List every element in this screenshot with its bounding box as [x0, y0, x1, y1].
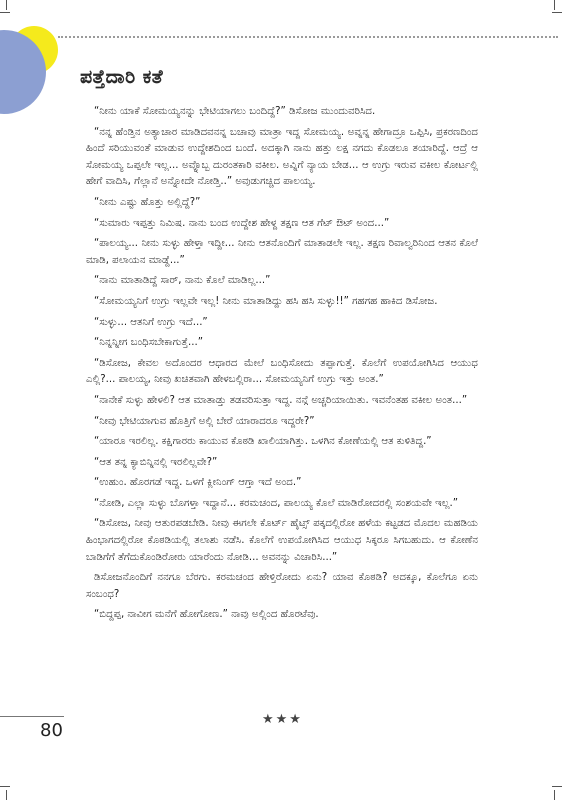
crop-mark: [6, 790, 7, 800]
paragraph: “ಉಹುಂ. ಹೊರಗಡೆ ಇದ್ದ. ಒಳಗೆ ಕ್ಲೀನಿಂಗ್ ಆಗ್ತಾ ಇದೆ ಅಂದ.”: [94, 477, 302, 489]
paragraph: “ನಿನ್ನನ್ನೀಗ ಬಂಧಿಸಬೇಕಾಗುತ್ತೆ...”: [94, 337, 204, 349]
paragraph: “ನೀವು ಭೇಟಿಯಾಗುವ ಹೊತ್ತಿಗೆ ಅಲ್ಲಿ ಬೇರೆ ಯಾರಾದರೂ ಇದ್ದರೇ?”: [94, 415, 315, 427]
paragraph: “ನೀನು ಎಷ್ಟು ಹೊತ್ತು ಅಲ್ಲಿದ್ದೆ?”: [94, 196, 201, 208]
crop-mark: [6, 0, 7, 10]
paragraph: “ನನ್ನ ಹೆಂಡ್ತಿನ ಅತ್ಯಾಚಾರ ಮಾಡಿದವನನ್ನ ಬಚಾವು ಮಾತ್ರಾ ಇದ್ದ ಸೋಮಯ್ಯ. ಅವ್ನನ್ನ ಹೇಗಾದ್ರೂ ಒಪ್ಪಿಸಿ, ಪ್ರಕರಣದಿಂದ ಹಿಂದೆ ಸರಿಯುವಂತೆ ಮಾಡುವ ಉದ್ದೇಶದಿಂದ ಬಂದೆ. ಅದಕ್ಕಾಗಿ ನಾನು ಹತ್ತು ಲಕ್ಷ ನಗದು ಕೊಡಲೂ ತಯಾರಿದ್ದೆ. ಆದ್ರೆ ಆ ಸೋಮಯ್ಯ ಒಪ್ಪಲೇ ಇಲ್ಲ... ಅವ್ನೊಬ್ಬ ದುರಂತಕಾರಿ ವಕೀಲ. ಅವ್ನಿಗೆ ನ್ಯಾಯ ಬೇಡ... ಆ ಉಗ್ರು ಇರುವ ವಕೀಲ ಕೋರ್ಟಲ್ಲಿ ಹೇಗೆ ವಾದಿಸಿ, ಗೆಲ್ಲಾನೆ ಅನ್ನೋದೇ ನೋಡ್ತಿ..” ಅವುಡುಗಚ್ಚಿದ ಪಾಲಯ್ಯ.: [86, 126, 478, 188]
paragraph: “ಬಿದ್ದಪ್ಪ, ನಾವೀಗ ಮನೆಗೆ ಹೋಗೋಣ.” ನಾವು ಅಲ್ಲಿಂದ ಹೊರಟೆವು.: [94, 609, 319, 621]
paragraph: “ನಾನು ಮಾತಾಡಿದ್ದೆ ಸಾರ್, ನಾನು ಕೊಲೆ ಮಾಡಿಲ್ಲ...”: [94, 275, 271, 287]
footer-rule: [0, 716, 64, 717]
paragraph: “ಸೋಮಯ್ಯನಿಗೆ ಉಗ್ರು ಇಲ್ಲವೇ ಇಲ್ಲ! ನೀನು ಮಾತಾಡಿದ್ದು ಹಸಿ ಹಸಿ ಸುಳ್ಳು!!” ಗಹಗಹ ಹಾಕಿದ ಡಿಸೋಜ.: [94, 295, 438, 307]
section-title: ಪತ್ತೆದಾರಿ ಕತೆ: [80, 66, 164, 88]
paragraph: “ಯಾರೂ ಇರಲಿಲ್ಲ. ಕಕ್ಷಿಗಾರರು ಕಾಯುವ ಕೊಠಡಿ ಖಾಲಿಯಾಗಿತ್ತು. ಒಳಗಿನ ಕೋಣೆಯಲ್ಲಿ ಆತ ಕುಳಿತಿದ್ದ.”: [94, 436, 432, 448]
paragraph: “ಪಾಲಯ್ಯ... ನೀನು ಸುಳ್ಳು ಹೇಳ್ತಾ ಇದ್ದೀ... ನೀನು ಆತನೊಂದಿಗೆ ಮಾತಾಡಲೇ ಇಲ್ಲ. ತಕ್ಷಣ ರಿವಾಲ್ವರಿನಿಂದ ಆತನ ಕೊಲೆ ಮಾಡಿ, ಪಲಾಯನ ಮಾಡ್ದೆ...”: [86, 238, 478, 266]
crop-mark: [554, 0, 555, 10]
story-text: [86, 104, 478, 628]
paragraph: “ಸುಮಾರು ಇಪ್ಪತ್ತು ನಿಮಿಷ. ನಾನು ಬಂದ ಉದ್ದೇಶ ಹೇಳ್ದ ತಕ್ಷಣ ಆತ ಗೆಟ್ ಔಟ್ ಅಂದ...”: [94, 217, 390, 229]
crop-mark: [552, 786, 562, 787]
paragraph: ಡಿಸೋಜನೊಂದಿಗೆ ನನಗೂ ಬೆರಗು. ಕರಮಚಂದ ಹೇಳ್ತಿರೋದು ಏನು? ಯಾವ ಕೊಠಡಿ? ಅದಕ್ಕೂ, ಕೊಲೆಗೂ ಏನು ಸಂಬಂಧ?: [86, 572, 478, 600]
paragraph: “ನೋಡಿ, ಎಲ್ಲಾ ಸುಳ್ಳು ಬೊಗಳ್ತಾ ಇದ್ದಾನೆ... ಕರಮಚಂದ, ಪಾಲಯ್ಯ ಕೊಲೆ ಮಾಡಿರೋದರಲ್ಲಿ ಸಂಶಯವೇ ಇಲ್ಲ.”: [94, 497, 459, 509]
paragraph: “ಡಿಸೋಜ, ನೀವು ಆತುರಪಡಬೇಡಿ. ನೀವು ಈಗಲೇ ಕೊರ್ಟ್ ಹೈಟ್ಸ್ ಪಕ್ಕದಲ್ಲಿರೋ ಹಳೆಯ ಕಟ್ಟಡದ ಮೊದಲ ಮಹಡಿಯ ಹಿಂಭಾಗದಲ್ಲಿರೋ ಕೊಠಡಿಯಲ್ಲಿ ತಲಾಶು ನಡೆಸಿ. ಕೊಲೆಗೆ ಉಪಯೋಗಿಸಿದ ಆಯುಧ ಸಿಕ್ಕರೂ ಸಿಗಬಹುದು. ಆ ಕೋಣೆನ ಬಾಡಿಗೆಗೆ ತೆಗೆದುಕೊಂಡಿರೋರು ಯಾರೆಂದು ನೋಡಿ... ಅವನನ್ನು ವಿಚಾರಿಸಿ...”: [86, 518, 478, 563]
page-number: 80: [40, 720, 63, 741]
section-separator: ★★★: [262, 712, 303, 727]
paragraph: “ಆತ ತನ್ನ ಕ್ಯಾಬಿನ್ನಿನಲ್ಲಿ ಇರಲಿಲ್ಲವೇ?”: [94, 456, 218, 468]
crop-mark: [0, 12, 10, 13]
paragraph: “ನಾನೇಕೆ ಸುಳ್ಳು ಹೇಳಲಿ? ಆತ ಮಾತಾಡ್ತು ತಡವರಿಸುತ್ತಾ ಇದ್ದ. ನನ್ಗೆ ಅಚ್ಚರಿಯಾಯಿತು. ಇವನೆಂತಹ ವಕೀಲ ಅಂತ...”: [94, 394, 468, 406]
crop-mark: [554, 790, 555, 800]
paragraph: “ನೀನು ಯಾಕೆ ಸೋಮಯ್ಯನನ್ನು ಭೇಟಿಯಾಗಲು ಬಂದಿದ್ದೆ?” ಡಿಸೋಜ ಮುಂದುವರಿಸಿದ.: [94, 106, 376, 117]
paragraph: “ಡಿಸೋಜ, ಕೇವಲ ಅದೊಂದರ ಆಧಾರದ ಮೇಲೆ ಬಂಧಿಸೋದು ತಪ್ಪಾಗುತ್ತೆ. ಕೊಲೆಗೆ ಉಪಯೋಗಿಸಿದ ಆಯುಧ ಎಲ್ಲಿ?... ಪಾಲಯ್ಯ, ನೀವು ಖಚಿತವಾಗಿ ಹೇಳಬಲ್ಲಿರಾ... ಸೋಮಯ್ಯನಿಗೆ ಉಗ್ರು ಇತ್ತು ಅಂತ.”: [86, 357, 478, 386]
dotted-rule: [58, 36, 558, 38]
crop-mark: [552, 12, 562, 13]
paragraph: “ಸುಳ್ಳು... ಆತನಿಗೆ ಉಗ್ರು ಇದೆ...”: [94, 316, 208, 328]
crop-mark: [0, 786, 10, 787]
